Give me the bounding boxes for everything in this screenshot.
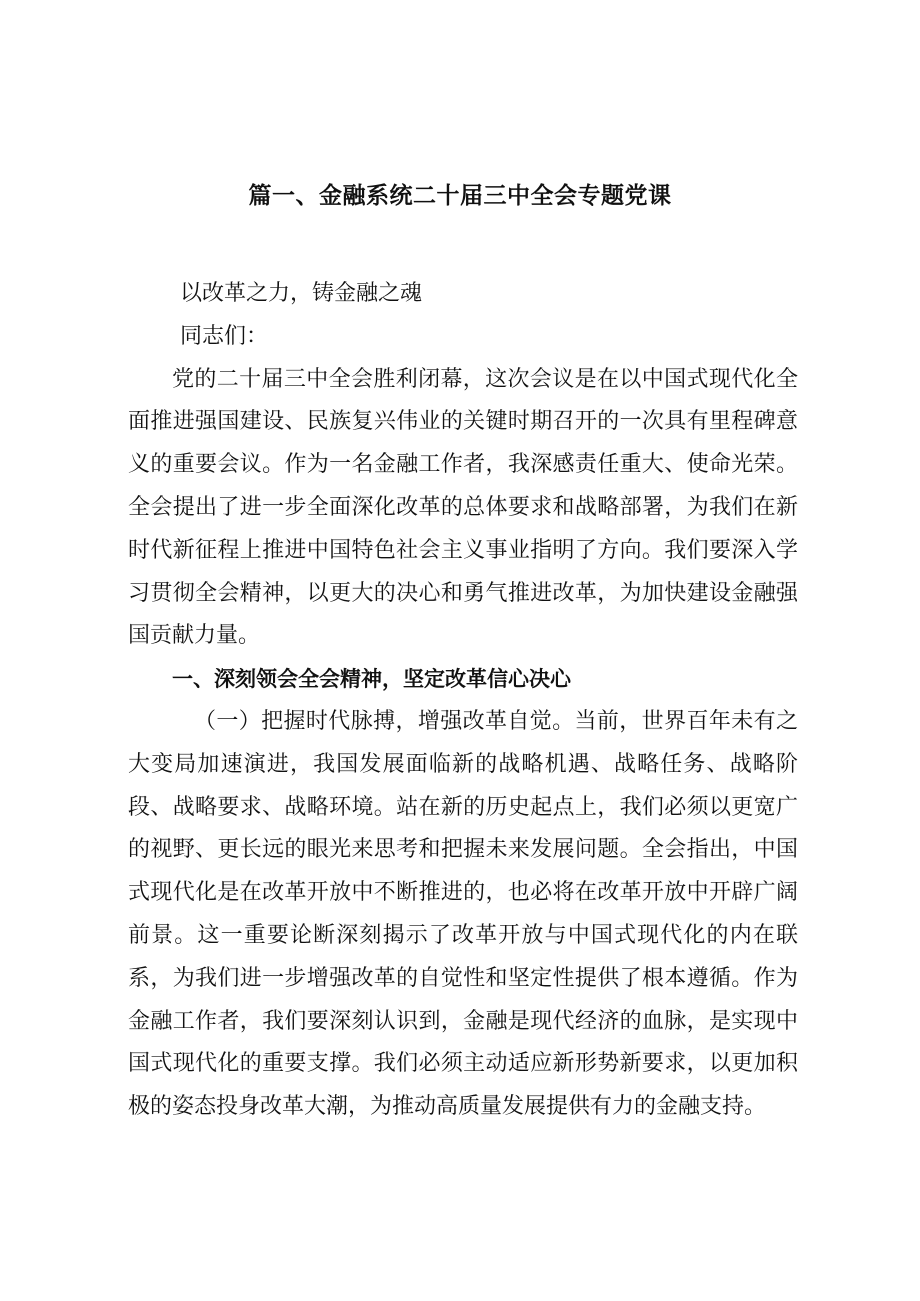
- section-heading-1: 一、深刻领会全会精神，坚定改革信心决心: [172, 667, 571, 692]
- document-body: [128, 273, 798, 1129]
- section-1-paragraph-1: （一）把握时代脉搏，增强改革自觉。当前，世界百年未有之大变局加速演进，我国发展面临新的战略机遇、战略任务、战略阶段、战略要求、战略环境。站在新的历史起点上，我们必须以更宽广的视野、更长远的眼光来思考和把握未来发展问题。全会指出，中国式现代化是在改革开放中不断推进的，也必将在改革开放中开辟广阔前景。这一重要论断深刻揭示了改革开放与中国式现代化的内在联系，为我们进一步增强改革的自觉性和坚定性提供了根本遵循。作为金融工作者，我们要深刻认识到，金融是现代经济的血脉，是实现中国式现代化的重要支撑。我们必须主动适应新形势新要求，以更加积极的姿态投身改革大潮，为推动高质量发展提供有力的金融支持。: [128, 708, 798, 1120]
- greeting-line: 同志们：: [180, 323, 269, 349]
- intro-paragraph: 党的二十届三中全会胜利闭幕，这次会议是在以中国式现代化全面推进强国建设、民族复兴伟业的关键时期召开的一次具有里程碑意义的重要会议。作为一名金融工作者，我深感责任重大、使命光荣。全会提出了进一步全面深化改革的总体要求和战略部署，为我们在新时代新征程上推进中国特色社会主义事业指明了方向。我们要深入学习贯彻全会精神，以更大的决心和勇气推进改革，为加快建设金融强国贡献力量。: [128, 366, 798, 649]
- speech-subtitle: 以改革之力，铸金融之魂: [180, 281, 423, 306]
- document-title: 篇一、金融系统二十届三中全会专题党课: [248, 183, 672, 209]
